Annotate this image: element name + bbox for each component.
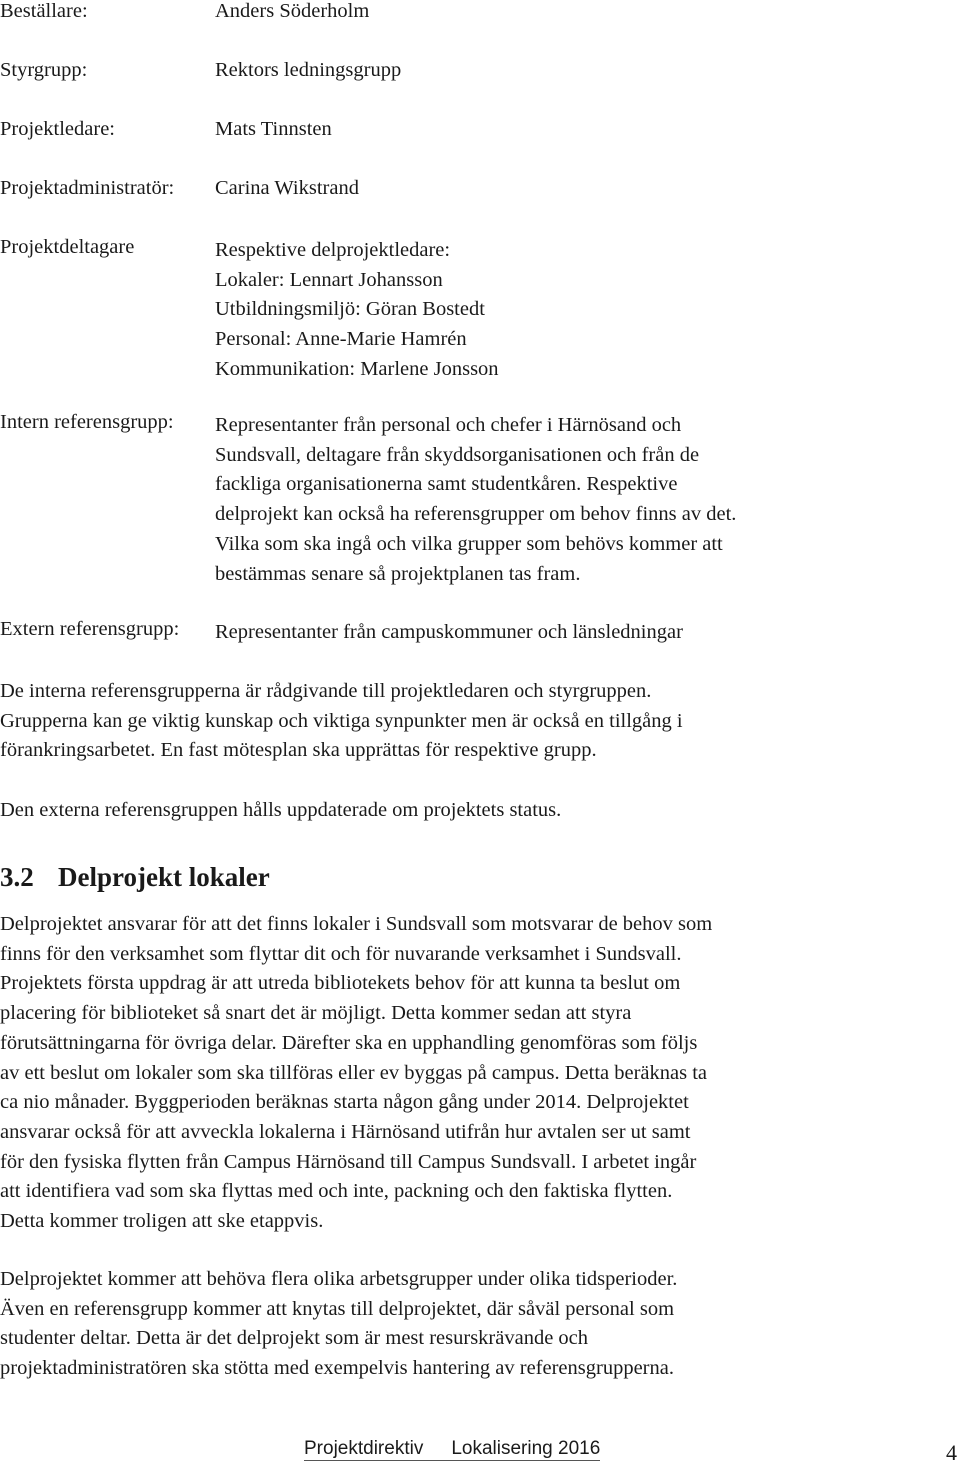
participant-line: Utbildningsmiljö: Göran Bostedt (215, 298, 485, 321)
paragraph-line: studenter deltar. Detta är det delprojekt som är mest resurskrävande och (0, 1327, 589, 1350)
paragraph-line: av ett beslut om lokaler som ska tillföras eller ev byggas på campus. Detta beräknas ta (0, 1061, 708, 1084)
role-value: Carina Wikstrand (215, 177, 359, 199)
section-title: Delprojekt lokaler (58, 862, 270, 892)
participant-line: Respektive delprojektledare: (215, 239, 451, 261)
intern-ref-line: bestämmas senare så projektplanen tas fram. (215, 562, 581, 585)
intern-ref-line: fackliga organisationerna samt studentkåren. Respektive (215, 473, 678, 496)
intern-ref-line: Representanter från personal och chefer i Härnösand och (215, 414, 682, 436)
paragraph-line: placering för biblioteket så snart det är möjligt. Detta kommer sedan att styra (0, 1002, 632, 1025)
paragraph-line: Den externa referensgruppen hålls uppdaterade om projektets status. (0, 799, 562, 821)
page-footer (304, 1438, 600, 1460)
intern-ref-line: Vilka som ska ingå och vilka grupper som behövs kommer att (215, 532, 723, 555)
paragraph-line: finns för den verksamhet som flyttar dit och för nuvarande verksamhet i Sundsvall. (0, 942, 682, 965)
paragraph-line: Grupperna kan ge viktig kunskap och viktiga synpunkter men är också en tillgång i (0, 709, 683, 732)
intern-ref-line: Sundsvall, deltagare från skyddsorganisationen och från de (215, 443, 700, 466)
paragraph-externa-grupp (0, 796, 860, 826)
participant-line: Kommunikation: Marlene Jonsson (215, 357, 499, 380)
intern-ref-label: Intern referensgrupp: (0, 411, 174, 433)
extern-ref-label: Extern referensgrupp: (0, 618, 180, 640)
page-number: 4 (946, 1440, 957, 1465)
role-label: Beställare: (0, 0, 88, 22)
role-label: Projektadministratör: (0, 177, 175, 199)
paragraph-line: Delprojektet ansvarar för att det finns lokaler i Sundsvall som motsvarar de behov som (0, 913, 713, 935)
extern-ref-text (215, 618, 835, 648)
role-label: Styrgrupp: (0, 59, 88, 81)
paragraph-line: för den fysiska flytten från Campus Härnösand till Campus Sundsvall. I arbetet ingår (0, 1150, 697, 1173)
paragraph-line: Även en referensgrupp kommer att knytas till delprojektet, där såväl personal som (0, 1297, 675, 1320)
paragraph-line: projektadministratören ska stötta med exempelvis hantering av referensgrupperna. (0, 1357, 674, 1380)
paragraph-delprojekt-ansvar (0, 910, 860, 1237)
paragraph-line: förankringsarbetet. En fast mötesplan ska upprättas för respektive grupp. (0, 739, 597, 762)
participants-label: Projektdeltagare (0, 236, 135, 258)
paragraph-line: ansvarar också för att avveckla lokalerna i Härnösand utifrån hur avtalen ser ut samt (0, 1120, 691, 1143)
extern-ref-line: Representanter från campuskommuner och länsledningar (215, 621, 683, 643)
paragraph-line: De interna referensgrupperna är rådgivande till projektledaren och styrgruppen. (0, 680, 652, 702)
paragraph-line: Delprojektet kommer att behöva flera olika arbetsgrupper under olika tidsperioder. (0, 1268, 678, 1290)
role-label: Projektledare: (0, 118, 115, 140)
intern-ref-line: delprojekt kan också ha referensgrupper om behov finns av det. (215, 503, 737, 526)
paragraph-line: förutsättningarna för övriga delar. Därefter ska en upphandling genomföras som följs (0, 1031, 698, 1054)
section-heading (0, 862, 270, 893)
paragraph-arbetsgrupper (0, 1265, 860, 1384)
paragraph-line: Detta kommer troligen att ske etappvis. (0, 1210, 324, 1233)
participants-list (215, 236, 499, 385)
footer-title: Projektdirektiv (304, 1438, 424, 1459)
paragraph-line: att identifiera vad som ska flyttas med och inte, packning och den faktiska flytten. (0, 1180, 673, 1203)
role-value: Anders Söderholm (215, 0, 370, 22)
intern-ref-text (215, 411, 835, 589)
paragraph-line: ca nio månader. Byggperioden beräknas starta någon gång under 2014. Delprojektet (0, 1091, 689, 1114)
paragraph-line: Projektets första uppdrag är att utreda bibliotekets behov för att kunna ta beslut om (0, 972, 681, 995)
participant-line: Lokaler: Lennart Johansson (215, 268, 443, 291)
paragraph-interna-grupper (0, 677, 860, 766)
role-value: Mats Tinnsten (215, 118, 332, 140)
role-value: Rektors ledningsgrupp (215, 59, 402, 81)
footer-project: Lokalisering 2016 (451, 1438, 601, 1459)
participant-line: Personal: Anne-Marie Hamrén (215, 328, 467, 351)
section-number: 3.2 (0, 862, 34, 892)
